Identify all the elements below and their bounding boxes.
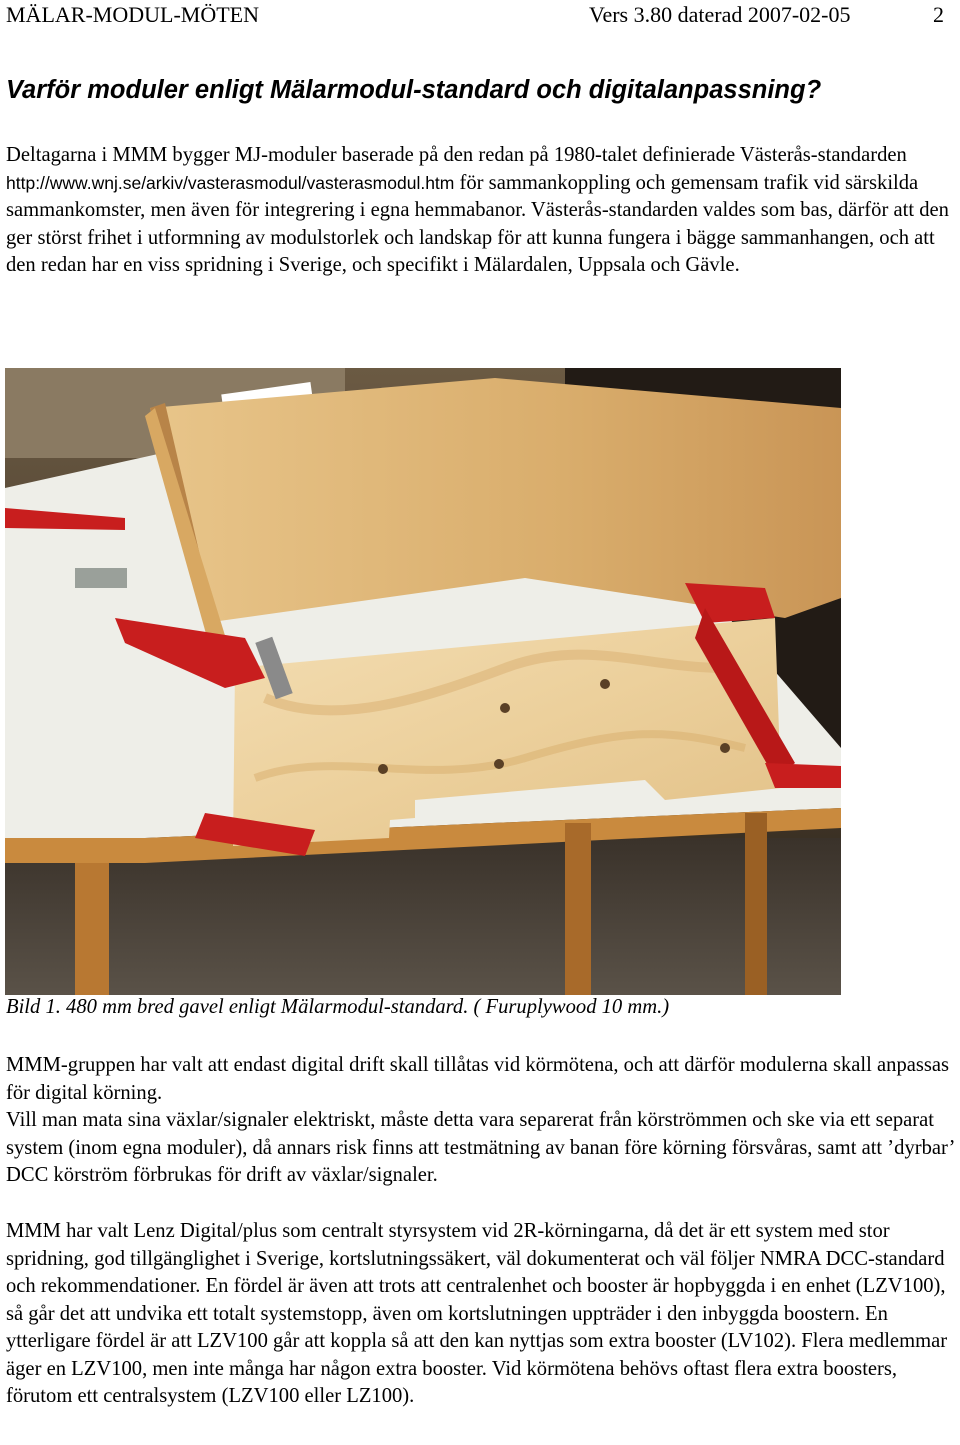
intro-text-start: Deltagarna i MMM bygger MJ-moduler baserade på den redan på 1980-talet definierade Västerås-standarden [6,144,907,166]
module-photo [5,368,841,995]
intro-paragraph [6,142,958,280]
page-header [6,2,944,32]
lenz-paragraph: MMM har valt Lenz Digital/plus som centralt styrsystem vid 2R-körningarna, då det är ett system med stor spridning, god tillgänglighet i Sverige, kortslutningssäkert, väl dokumenterat och väl följer NMRA DCC-standard och rekommendationer. En fördel är även att trots att centralenhet och booster är hopbyggda i en enhet (LZV100), så går det att undvika ett totalt systemstopp, även om kortslutningen uppträder i den inbyggda boostern. En ytterligare fördel är att LZV100 går att koppla så att den kan nyttjas som extra booster (LV102). Flera medlemmar äger en LZV100, men inte många har någon extra booster. Vid körmötena behövs oftast flera extra boosters, förutom ett centralsystem (LZV100 eller LZ100). [6,1220,948,1407]
header-title: MÄLAR-MODUL-MÖTEN [6,2,259,27]
header-version: Vers 3.80 daterad 2007-02-05 [589,2,851,27]
digital-paragraph-1: MMM-gruppen har valt att endast digital drift skall tillåtas vid körmötena, och att därför modulerna skall anpassas för digital körning. [6,1054,950,1104]
digital-paragraph-2: Vill man mata sina växlar/signaler elektriskt, måste detta vara separerat från körströmmen och ske via ett separat system (inom egna moduler), då annars risk finns att testmätning av banan före körning försvåras, samt att ’dyrbar’ DCC körström förbrukas för drift av växlar/signaler. [6,1109,954,1186]
figure-caption: Bild 1. 480 mm bred gavel enligt Mälarmodul-standard. ( Furuplywood 10 mm.) [6,996,670,1018]
page-number: 2 [933,2,944,27]
module-photo-illustration [5,368,841,995]
standard-link[interactable]: http://www.wnj.se/arkiv/vasterasmodul/vasterasmodul.htm [6,172,455,193]
section-heading: Varför moduler enligt Mälarmodul-standard och digitalanpassning? [6,76,822,104]
intro-text-end: för sammankoppling och gemensam trafik vid särskilda sammankomster, men även för integrering i egna hemmabanor. Västerås-standarden valdes som bas, därför att den ger störst frihet i utformning av modulstorlek och landskap för att kunna fungera i bägge sammanhangen, och att den redan har en viss spridning i Sverige, och specifikt i Mälardalen, Uppsala och Gävle. [6,171,949,276]
digital-section [6,1052,958,1190]
